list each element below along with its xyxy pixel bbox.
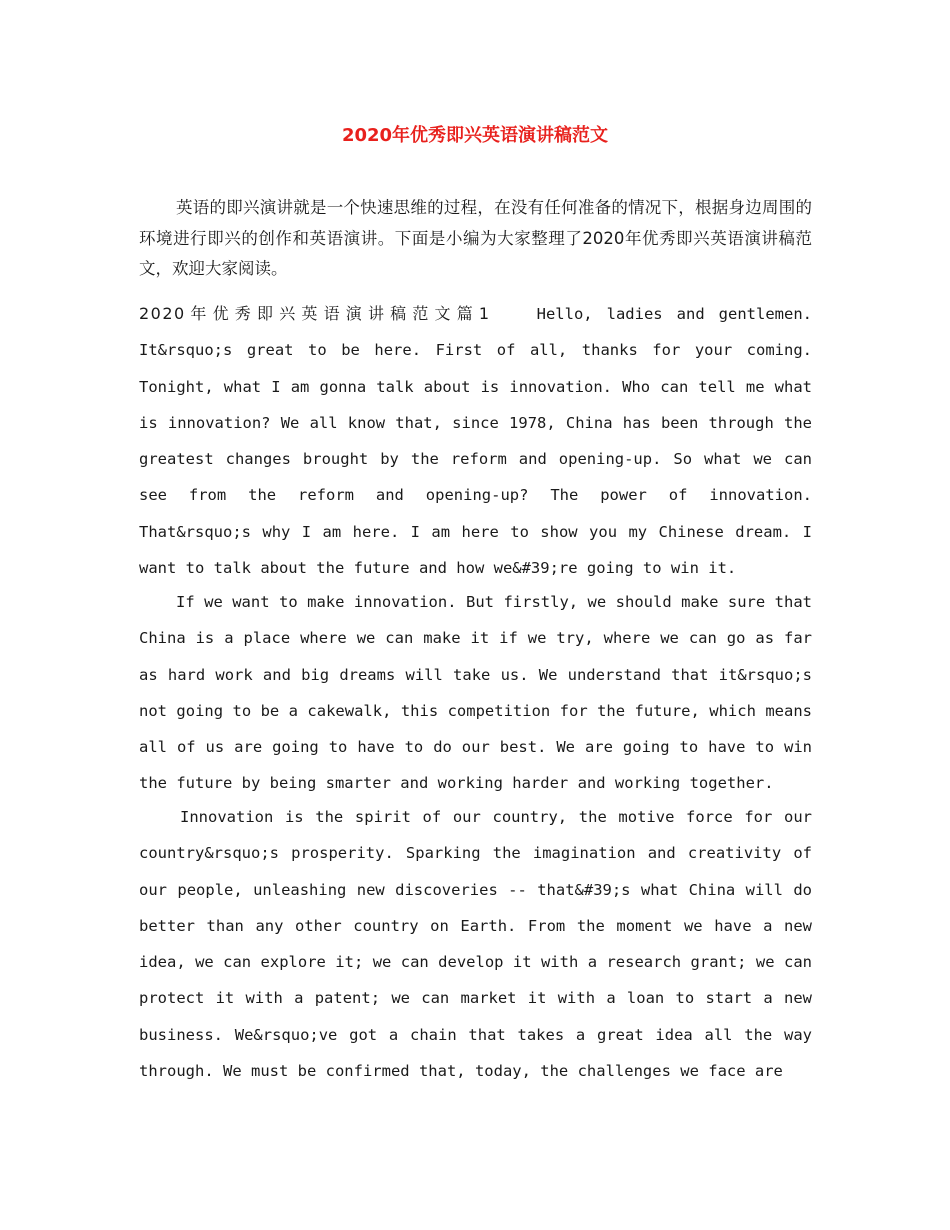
document-title: 2020年优秀即兴英语演讲稿范文 <box>341 125 609 146</box>
section-heading: 2020年优秀即兴英语演讲稿范文篇1 <box>139 304 491 323</box>
paragraph-1-text: Hello, ladies and gentlemen. It&rsquo;s great to be here. First of all, thanks for your coming. Tonight, what I am gonna talk about is innovation. Who can tell me what is innovation? We all know that, since 1978, China has been through the greatest changes brought by the reform and opening-up. So what we can see from the reform and opening-up? The power of innovation. That&rsquo;s why I am here. I am here to show you my Chinese dream. I want to talk about the future and how we&#39;re going to win it. <box>139 305 812 578</box>
speech-paragraph-3: Innovation is the spirit of our country, the motive force for our country&rsquo;s prosperity. Sparking the imagination and creativity of our people, unleashing new discoveries -- that&#39;s what China will do better than any other country on Earth. From the moment we have a new idea, we can explore it; we can develop it with a research grant; we can protect it with a patent; we can market it with a loan to start a new business. We&rsquo;ve got a chain that takes a great idea all the way through. We must be confirmed that, today, the challenges we face are <box>139 808 812 1081</box>
speech-paragraph-2: If we want to make innovation. But firstly, we should make sure that China is a place where we can make it if we try, where we can go as far as hard work and big dreams will take us. We understand that it&rsquo;s not going to be a cakewalk, this competition for the future, which means all of us are going to have to do our best. We are going to have to win the future by being smarter and working harder and working together. <box>139 593 812 793</box>
intro-paragraph: 英语的即兴演讲就是一个快速思维的过程，在没有任何准备的情况下，根据身边周围的环境进行即兴的创作和英语演讲。下面是小编为大家整理了2020年优秀即兴英语演讲稿范文，欢迎大家阅读。 <box>139 198 812 278</box>
speech-paragraph-1 <box>139 296 812 586</box>
